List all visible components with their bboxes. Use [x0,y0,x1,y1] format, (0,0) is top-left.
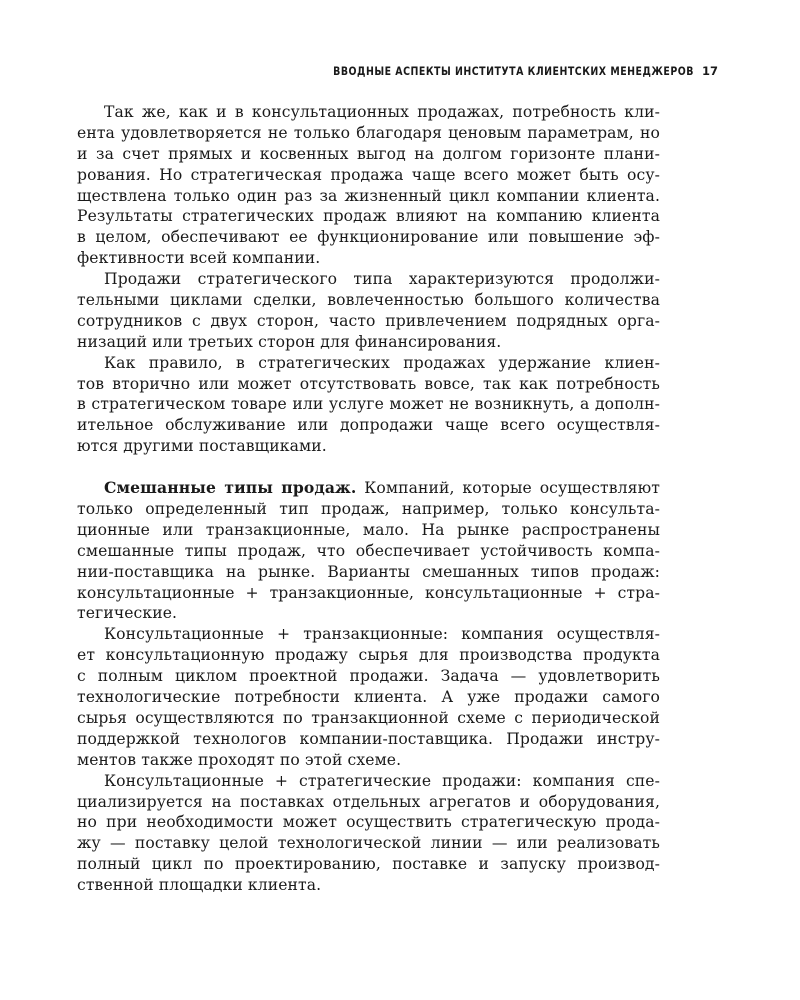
section-gap [77,457,660,478]
paragraph [77,353,660,457]
text-line: и за счет прямых и косвенных выгод на долгом горизонте плани- [77,144,660,163]
text-line: тов вторично или может отсутствовать вовсе, так как потребность [77,374,660,393]
text-line: фективности всей компании. [77,249,321,268]
text-line: сырья осуществляются по транзакционной схеме с периодической [77,708,660,727]
text-line: ются другими поставщиками. [77,437,327,456]
text-line: Продажи стратегического типа характеризуются продолжи- [104,270,660,289]
text-line: ента удовлетворяется не только благодаря ценовым параметрам, но [77,123,660,142]
text-line: жу — поставку целой технологической линии — или реализовать [77,834,660,853]
text-line: Так же, как и в консультационных продажах, потребность кли- [104,103,660,121]
text-line: ет консультационную продажу сырья для производства продукта [77,646,660,665]
text-line: в стратегическом товаре или услуге может не возникнуть, а дополн- [77,395,660,414]
text-line: поддержкой технологов компании-поставщика. Продажи инстру- [77,729,660,748]
text-line: полный цикл по проектированию, поставке и запуску производ- [77,855,660,874]
text-line: рования. Но стратегическая продажа чаще всего может быть осу- [77,165,660,184]
text-line: но при необходимости может осуществить стратегическую прода- [77,813,660,832]
text-line: тельными циклами сделки, вовлеченностью большого количества [77,291,660,310]
text-line: технологические потребности клиента. А уже продажи самого [77,688,660,707]
text-line: Результаты стратегических продаж влияют на компанию клиента [77,207,660,226]
text-line: с полным циклом проектной продажи. Задача — удовлетворить [77,667,660,686]
section-lead-heading: Смешанные типы продаж. [104,478,357,498]
text-line: циализируется на поставках отдельных агрегатов и оборудования, [77,792,660,811]
text-line: Как правило, в стратегических продажах удержание клиен- [104,353,660,372]
paragraph [77,624,660,770]
body-text [77,102,660,896]
text-line: сотрудников с двух сторон, часто привлечением подрядных орга- [77,311,660,330]
text-line: низаций или третьих сторон для финансирования. [77,332,502,351]
running-head: ВВОДНЫЕ АСПЕКТЫ ИНСТИТУТА КЛИЕНТСКИХ МЕНЕДЖЕРОВ [333,64,694,78]
text-line: только определенный тип продаж, например, только консульта- [77,500,660,519]
text-line: консультационные + транзакционные, консультационные + стра- [77,583,660,602]
text-line: ментов также проходят по этой схеме. [77,750,402,769]
text-line [77,478,660,499]
text-fragment: Компаний, которые осуществляют [356,479,661,498]
text-line: ционные или транзакционные, мало. На рынке распространены [77,520,660,539]
paragraph [77,771,660,896]
text-line: ительное обслуживание или допродажи чаще всего осуществля- [77,416,660,435]
page-number: 17 [701,64,718,78]
paragraph [77,269,660,353]
text-line: Консультационные + транзакционные: компания осуществля- [104,625,660,644]
text-line: смешанные типы продаж, что обеспечивает устойчивость компа- [77,541,660,560]
text-line: нии-поставщика на рынке. Варианты смешанных типов продаж: [77,562,660,581]
paragraph [77,102,660,269]
text-line: ственной площадки клиента. [77,876,322,895]
paragraph [77,478,660,624]
text-line: в целом, обеспечивают ее функционирование или повышение эф- [77,228,660,247]
text-line: Консультационные + стратегические продажи: компания спе- [104,771,660,790]
text-line: ществлена только один раз за жизненный цикл компании клиента. [77,186,660,205]
text-line: тегические. [77,604,178,623]
